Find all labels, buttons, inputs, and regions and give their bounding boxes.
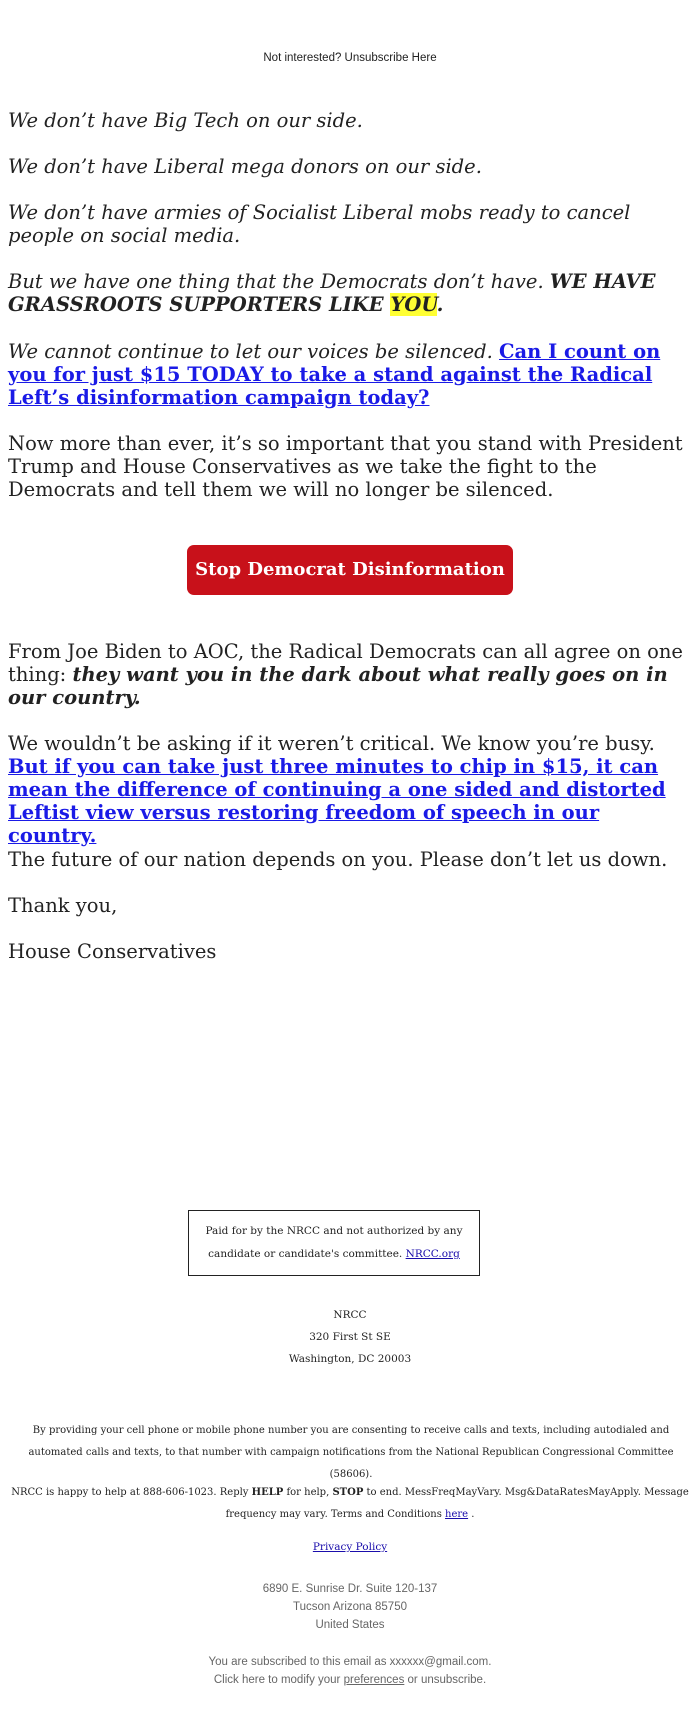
stop-disinformation-button[interactable]: Stop Democrat Disinformation — [187, 545, 513, 595]
subscription-info — [0, 1653, 700, 1689]
mail-street: 6890 E. Sunrise Dr. Suite 120-137 — [262, 1583, 438, 1595]
paragraph-text: House Conservatives — [8, 940, 217, 963]
org-street: 320 First St SE — [309, 1331, 391, 1343]
help-mid: for help, — [283, 1487, 333, 1498]
unsubscribe-link[interactable]: Not interested? Unsubscribe Here — [263, 52, 437, 64]
paragraph-liberal-mobs — [8, 201, 692, 247]
nrcc-org-link[interactable]: NRCC.org — [405, 1248, 460, 1260]
terms-link[interactable]: here — [445, 1509, 469, 1520]
paragraph-biden-aoc — [8, 640, 692, 709]
paragraph-count-on-you — [8, 340, 692, 409]
modify-suffix: or unsubscribe. — [404, 1674, 487, 1686]
paragraph-text: We don’t have Liberal mega donors on our side. — [8, 155, 482, 178]
paragraph-text: Thank you, — [8, 894, 118, 917]
paragraph-text: We don’t have Big Tech on our side. — [8, 109, 363, 132]
paragraph-italic-text: But we have one thing that the Democrats don’t have. — [8, 270, 550, 293]
sms-consent-text: By providing your cell phone or mobile phone number you are consenting to receive calls and texts, including autodialed and automated calls and texts, to that number with campaign notifications from the National Republican Congressional Committee (58606). — [28, 1425, 674, 1480]
subscribed-email: You are subscribed to this email as xxxxxx@gmail.com. — [208, 1656, 492, 1668]
help-prefix: NRCC is happy to help at 888-606-1023. Reply — [11, 1487, 252, 1498]
paragraph-bold-text: WE HAVE GRASSROOTS SUPPORTERS LIKE — [8, 270, 656, 316]
paragraph-italic-text: We cannot continue to let our voices be silenced. — [8, 340, 499, 363]
paragraph-grassroots — [8, 270, 692, 316]
mail-country: United States — [315, 1619, 385, 1631]
paragraph-future-nation — [8, 848, 692, 871]
help-end: . — [468, 1509, 475, 1520]
modify-prefix: Click here to modify your — [213, 1674, 344, 1686]
paragraph-three-minutes — [8, 732, 692, 847]
org-city: Washington, DC 20003 — [288, 1353, 412, 1365]
privacy-container — [0, 1541, 700, 1553]
donate-link-15-today[interactable]: Can I count on you for just $15 TODAY to take a stand against the Radical Left’s disinformation campaign today? — [8, 340, 661, 409]
preferences-link[interactable]: preferences — [343, 1674, 405, 1686]
paragraph-big-tech — [8, 109, 692, 132]
donate-link-three-minutes[interactable]: But if you can take just three minutes to chip in $15, it can mean the difference of continuing a one sided and distorted Leftist view versus restoring freedom of speech in our country. — [8, 755, 666, 847]
help-keyword: HELP — [251, 1487, 284, 1498]
paragraph-stand-with-trump — [8, 432, 692, 501]
nrcc-address — [0, 1304, 700, 1370]
cta-container — [0, 545, 700, 595]
privacy-policy-link[interactable]: Privacy Policy — [312, 1541, 388, 1553]
sms-help-text — [0, 1482, 700, 1526]
help-suffix: to end. MessFreqMayVary. Msg&DataRatesMayApply. Message frequency may vary. Terms and Conditions — [225, 1487, 689, 1520]
paragraph-text: From Joe Biden to AOC, the Radical Democrats can all agree on one thing: — [8, 640, 683, 686]
mailing-address — [0, 1580, 700, 1634]
paragraph-text: We wouldn’t be asking if it weren’t critical. We know you’re busy. — [8, 732, 655, 755]
paragraph-text: Now more than ever, it’s so important that you stand with President Trump and House Conservatives as we take the fight to the Democrats and tell them we will no longer be silenced. — [8, 432, 683, 501]
signature — [8, 940, 692, 963]
highlighted-you: YOU — [390, 293, 437, 316]
paragraph-bold-italic-text: they want you in the dark about what really goes on in our country. — [8, 663, 668, 709]
disclaimer-text: Paid for by the NRCC and not authorized by any candidate or candidate's committee. — [205, 1225, 463, 1260]
sign-off — [8, 894, 692, 917]
paragraph-end: . — [436, 293, 444, 316]
paragraph-mega-donors — [8, 155, 692, 178]
org-name: NRCC — [333, 1309, 367, 1321]
modify-preferences — [0, 1671, 700, 1689]
mail-city: Tucson Arizona 85750 — [292, 1601, 407, 1613]
paid-for-disclaimer — [188, 1210, 480, 1276]
paragraph-text: We don’t have armies of Socialist Liberal mobs ready to cancel people on social media. — [8, 201, 631, 247]
stop-keyword: STOP — [332, 1487, 364, 1498]
paragraph-text: The future of our nation depends on you. Please don’t let us down. — [8, 848, 668, 871]
